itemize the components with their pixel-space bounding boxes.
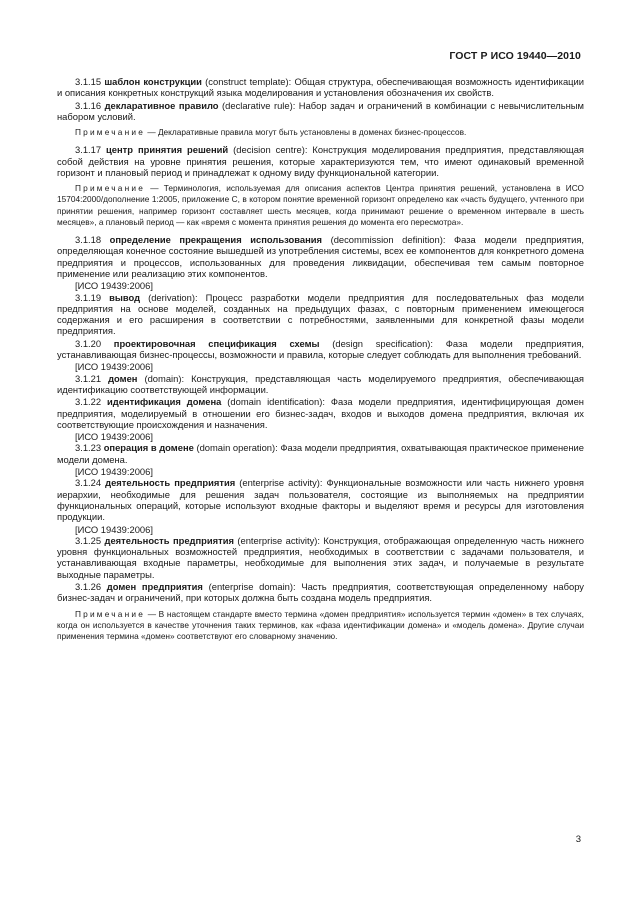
note — [57, 609, 584, 643]
term-entry — [57, 535, 584, 580]
term-name: домен — [108, 372, 138, 384]
term-definition: (domain): Конструкция, представляющая часть моделируемого предприятия, обеспечивающая идентификацию соответствующей информации. — [57, 372, 584, 395]
term-name: операция в домене — [103, 442, 194, 454]
term-entry — [57, 396, 584, 430]
note-label: Примечание — [75, 127, 146, 138]
term-number: 3.1.25 — [75, 534, 102, 546]
term-definition: (domain operation): Фаза модели предприятия, охватывающая практическое применение модели домена. — [57, 442, 585, 465]
term-name: центр принятия решений — [106, 144, 229, 156]
note — [57, 183, 584, 228]
term-number: 3.1.21 — [75, 372, 102, 384]
page-number: 3 — [575, 834, 581, 845]
term-definition: (domain identification): Фаза модели предприятия, идентифицирующая домен предприятия, моделируемый в отношении его бизнес-задач, входов и выходов домена предприятия, включая их соответствующие происхождения и назначения. — [57, 396, 584, 430]
note-text: — Терминология, используемая для описания аспектов Центра принятия решений, установлена в ИСО 15704:2000/дополнение 1:2005, приложение C, в котором понятие временной горизонт определено как «часть будущего, учтенного при принятии решения, например горизонт составляет шесть месяцев, когда принимают решение о временном интервале в шесть месяцев», а плановый период — как «время с момента принятия решения до момента его пересмотра». — [57, 183, 584, 227]
term-number: 3.1.16 — [75, 99, 102, 111]
term-name: деятельность предприятия — [105, 477, 236, 489]
term-number: 3.1.15 — [75, 76, 102, 87]
term-name: проектировочная спецификация схемы — [113, 337, 320, 349]
term-number: 3.1.19 — [75, 291, 102, 303]
term-definition: (enterprise domain): Часть предприятия, соответствующая определенному набору бизнес-задач и ограничений, при которых должна быть создана модель предприятия. — [57, 581, 584, 604]
term-number: 3.1.26 — [75, 581, 102, 592]
term-definition: (decommission definition): Фаза модели предприятия, определяющая конечное состояние вышедшей из употребления системы, всех ее компонентов для конкретного домена предприятия и процессов, использованных для проведения ликвидации, обеспечивая тем самым повторное применение или реализацию этих компонентов. — [57, 234, 585, 279]
term-number: 3.1.23 — [75, 442, 102, 454]
term-name: идентификация домена — [107, 396, 222, 408]
term-name: определение прекращения использования — [109, 234, 322, 246]
source-reference: [ИСО 19439:2006] — [75, 361, 153, 373]
term-definition: (construct template): Общая структура, обеспечивающая возможность идентификации и описания конкретных конструкций языка моделирования и установления обозначения их свойств. — [57, 76, 584, 99]
term-entry — [57, 292, 584, 337]
term-definition: (enterprise activity): Конструкция, отображающая определенную часть нижнего уровня функциональных возможностей предприятия, необходимых в соответствии с задачами пользователя, и устанавливающая входные параметры, необходимые для выполнения этих задач, и получаемые в результате выходные параметры. — [57, 534, 585, 580]
source-reference: [ИСО 19439:2006] — [75, 280, 153, 292]
note-label: Примечание — [75, 608, 146, 619]
source-reference: [ИСО 19439:2006] — [75, 523, 153, 535]
term-entry — [57, 234, 584, 279]
term-entry — [57, 581, 584, 604]
term-definition: (enterprise activity): Функциональные возможности или часть нижнего уровня иерархии, необходимые для решения задач пользователя, состоящие из выполняемых на предприятии функциональных операций, которые используют входные факторы и выделяют время и ресурсы для изготовления продукции. — [57, 477, 584, 523]
term-number: 3.1.20 — [75, 337, 102, 349]
note-text: — В настоящем стандарте вместо термина «домен предприятия» используется термин «домен» в тех случаях, когда он используется в качестве уточнения таких терминов, как «фаза идентификации домена» и «модель домена». Другие случаи применения термина «домен» соответствуют его словарному значению. — [57, 608, 584, 641]
term-entry — [57, 338, 584, 361]
term-name: деятельность предприятия — [104, 534, 234, 546]
document-body — [57, 76, 584, 648]
term-definition: (design specification): Фаза модели предприятия, устанавливающая бизнес-процессы, возможности и правила, которые следует соблюдать для выполнения требований. — [57, 337, 584, 361]
term-number: 3.1.24 — [75, 477, 102, 489]
term-entry — [57, 100, 584, 123]
term-definition: (derivation): Процесс разработки модели предприятия для последовательных фаз модели предприятия на основе моделей, созданных на предыдущих фазах, с повторным применением имеющегося содержания и его расширения в соответствии с потребностями, заявленными для конкретной фазы модели предприятия. — [57, 291, 584, 337]
term-number: 3.1.22 — [75, 396, 102, 408]
term-entry — [57, 144, 584, 178]
term-entry — [57, 477, 584, 522]
term-name: домен предприятия — [106, 581, 203, 592]
term-number: 3.1.18 — [75, 234, 102, 246]
term-name: вывод — [109, 291, 141, 303]
term-definition: (declarative rule): Набор задач и ограничений в комбинации с невычислительным набором условий. — [57, 99, 584, 122]
term-number: 3.1.17 — [75, 144, 102, 156]
source-reference: [ИСО 19439:2006] — [75, 431, 153, 443]
term-name: декларативное правило — [104, 99, 219, 111]
term-name: шаблон конструкции — [104, 76, 202, 87]
note-label: Примечание — [75, 183, 146, 194]
note — [57, 127, 584, 138]
term-entry — [57, 373, 584, 396]
source-reference: [ИСО 19439:2006] — [75, 466, 153, 478]
term-entry — [57, 442, 584, 465]
term-definition: (decision centre): Конструкция моделирования предприятия, представляющая собой действия на уровне принятия решения, которые характеризуются тем, что имеют одинаковый временной горизонт и плановый период и принадлежат к одному виду функциональной категории. — [57, 144, 585, 178]
note-text: — Декларативные правила могут быть установлены в доменах бизнес-процессов. — [145, 127, 467, 138]
term-entry — [57, 76, 584, 99]
document-header-id: ГОСТ Р ИСО 19440—2010 — [449, 50, 581, 62]
